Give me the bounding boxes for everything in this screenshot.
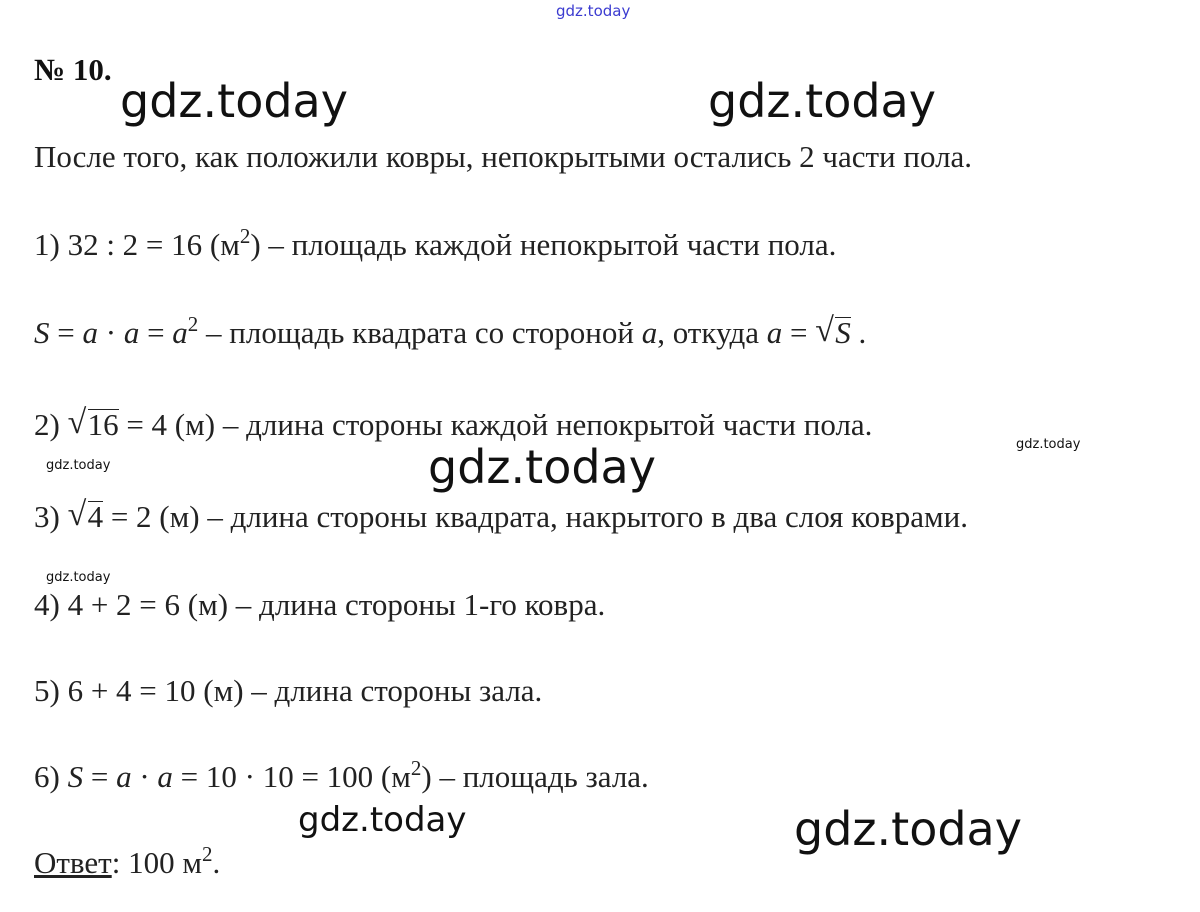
formula-eq2: =	[139, 315, 173, 350]
watermark-6: gdz.today	[46, 570, 111, 585]
step-1	[34, 226, 836, 264]
watermark-top: gdz.today	[556, 2, 631, 20]
formula-a5: a	[766, 315, 783, 350]
formula-a2: a	[123, 315, 140, 350]
watermark-8: gdz.today	[794, 802, 1022, 856]
watermark-5: gdz.today	[428, 440, 656, 494]
formula-a4: a	[641, 315, 658, 350]
step-1-exponent: 2	[239, 224, 251, 248]
step-3	[34, 498, 968, 536]
formula-text2: , откуда	[657, 315, 767, 350]
answer-end: .	[212, 845, 221, 880]
step-1-prefix: 1) 32 : 2 = 16 (м	[34, 227, 240, 262]
radical-icon: √	[67, 496, 87, 533]
radical-icon: √	[815, 312, 834, 349]
answer-label: Ответ	[34, 845, 112, 880]
sqrt-16-value: 16	[87, 407, 119, 442]
step-6-suffix: ) – площадь зала.	[421, 759, 649, 794]
watermark-1: gdz.today	[120, 74, 348, 128]
sqrt-s-value: S	[835, 315, 851, 350]
watermark-4: gdz.today	[46, 458, 111, 473]
step-6-exponent: 2	[410, 756, 422, 780]
step-6-prefix: 6)	[34, 759, 68, 794]
formula-s: S	[34, 315, 50, 350]
sqrt-16	[68, 406, 119, 444]
answer-colon: :	[111, 845, 121, 880]
step-3-prefix: 3)	[34, 499, 68, 534]
step-6	[34, 758, 649, 796]
watermark-2: gdz.today	[708, 74, 936, 128]
formula-end: .	[850, 315, 867, 350]
step-2	[34, 406, 872, 444]
step-6-calc: = 10 · 10 = 100 (м	[172, 759, 411, 794]
step-6-a1: a	[116, 759, 132, 794]
formula-eq1: =	[49, 315, 83, 350]
formula-dot: ·	[97, 315, 124, 350]
formula-text: – площадь квадрата со стороной	[198, 315, 642, 350]
formula-a1: a	[82, 315, 98, 350]
step-5: 5) 6 + 4 = 10 (м) – длина стороны зала.	[34, 673, 543, 708]
answer-exponent: 2	[201, 842, 213, 866]
formula-exponent: 2	[187, 312, 199, 336]
answer	[34, 844, 220, 882]
formula-eq3: =	[782, 315, 816, 350]
watermark-7: gdz.today	[298, 800, 467, 840]
step-4: 4) 4 + 2 = 6 (м) – длина стороны 1-го ковра.	[34, 587, 606, 622]
watermark-3: gdz.today	[1016, 437, 1081, 452]
sqrt-4	[68, 498, 104, 536]
formula-a3: a	[172, 315, 188, 350]
problem-number: № 10.	[34, 52, 112, 87]
step-6-a2: a	[157, 759, 173, 794]
radical-icon: √	[67, 404, 87, 441]
step-2-prefix: 2)	[34, 407, 68, 442]
answer-value: 100 м	[120, 845, 202, 880]
area-formula	[34, 314, 866, 352]
step-6-dot: ·	[131, 759, 158, 794]
step-6-s: S	[67, 759, 84, 794]
step-2-suffix: = 4 (м) – длина стороны каждой непокрытой части пола.	[118, 407, 873, 442]
intro-text: После того, как положили ковры, непокрытыми остались 2 части пола.	[34, 139, 973, 174]
step-6-eq1: =	[83, 759, 117, 794]
sqrt-s	[815, 314, 851, 352]
step-1-suffix: ) – площадь каждой непокрытой части пола.	[250, 227, 837, 262]
sqrt-4-value: 4	[87, 499, 104, 534]
step-3-suffix: = 2 (м) – длина стороны квадрата, накрытого в два слоя коврами.	[103, 499, 968, 534]
